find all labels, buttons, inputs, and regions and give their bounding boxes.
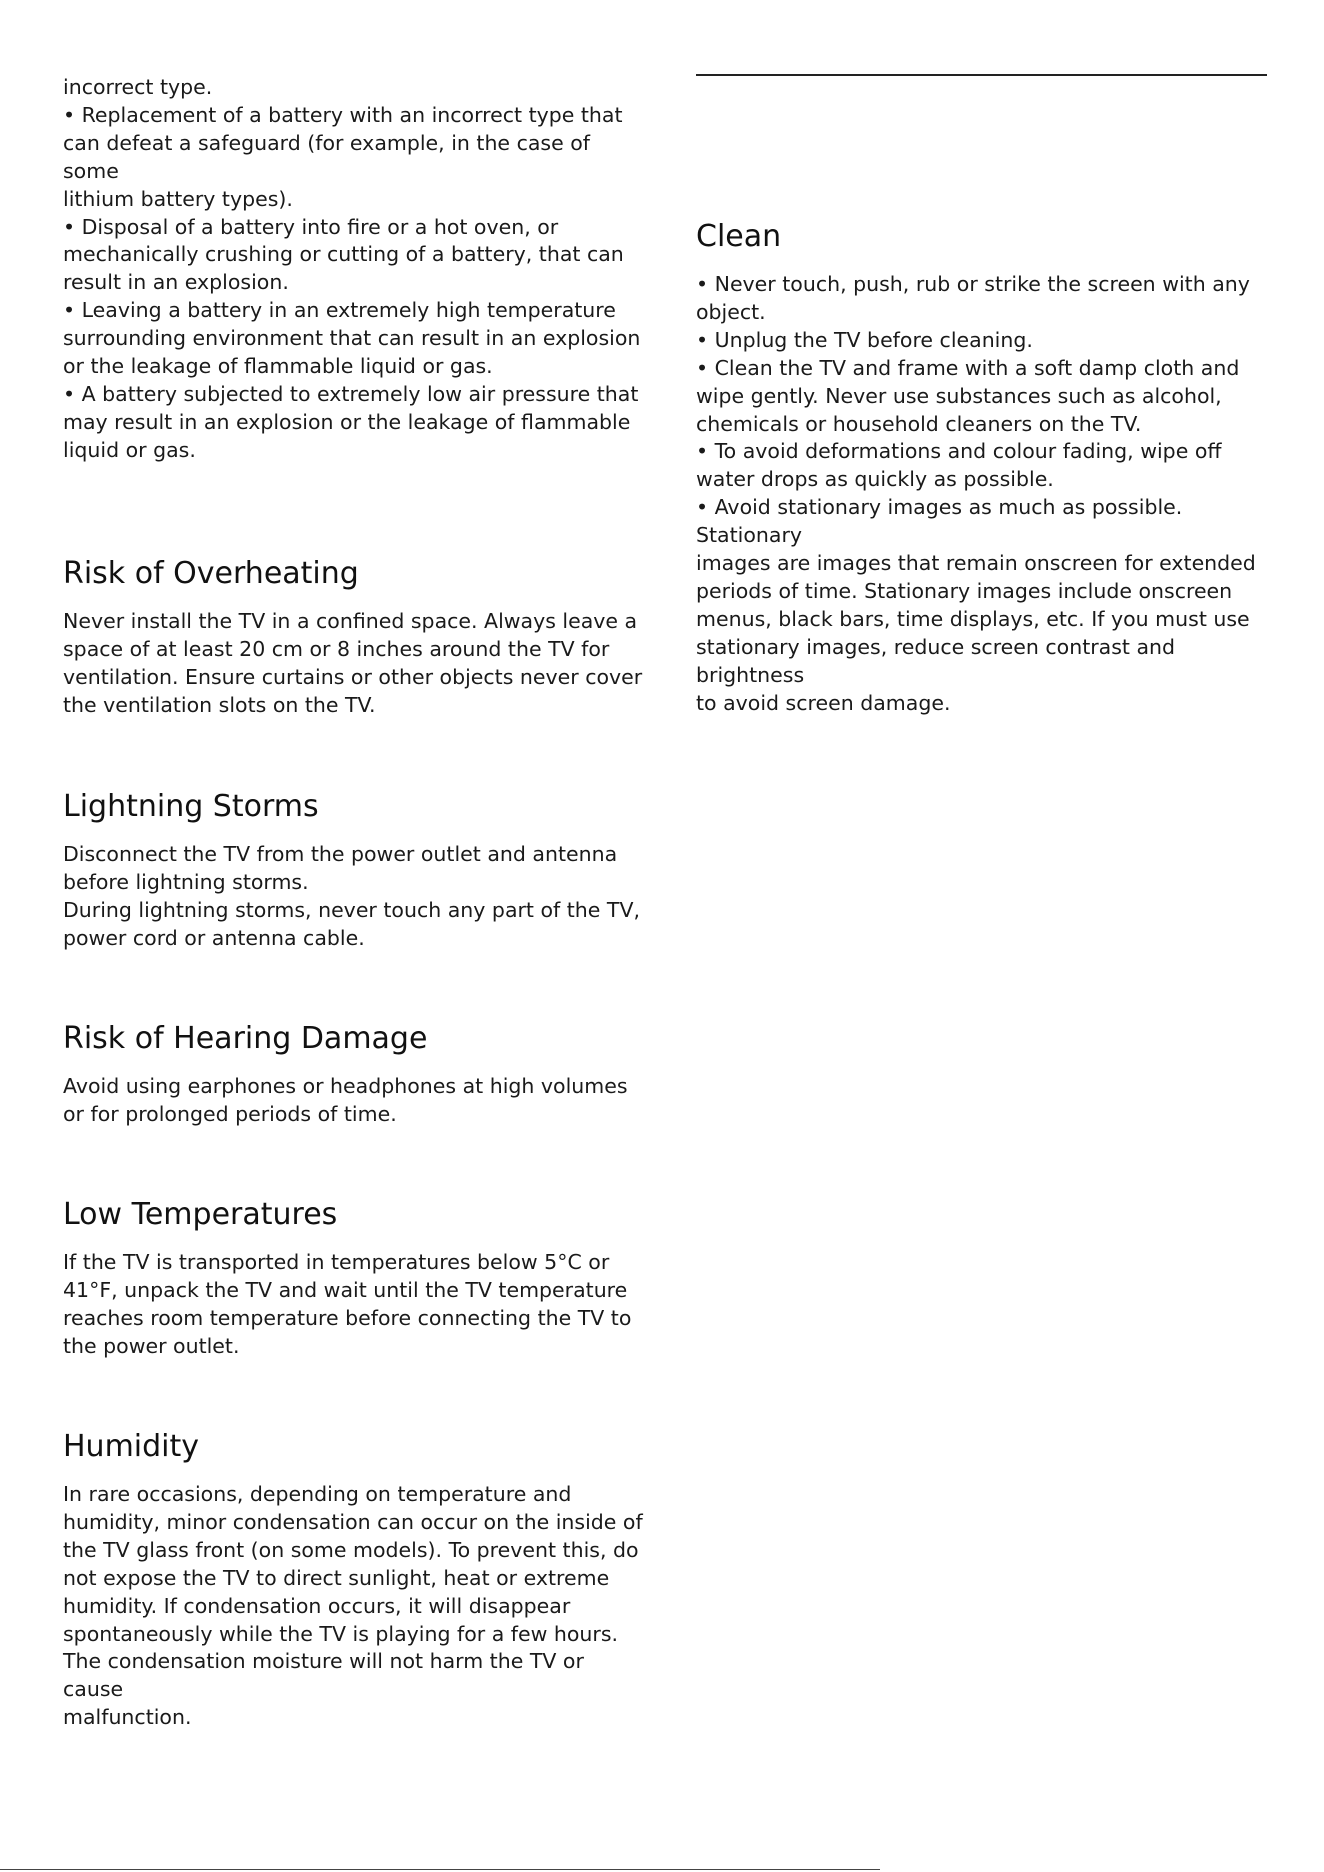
section-body-text: Disconnect the TV from the power outlet and antenna before lightning storms. During lightning storms, never touch any part of the TV, power cord or antenna cable. [63,842,640,950]
section-risk-of-hearing-damage [63,1021,643,1129]
top-divider-rule [696,74,1267,76]
section-body-text: • Never touch, push, rub or strike the screen with any object. • Unplug the TV before cleaning. • Clean the TV and frame with a soft damp cloth and wipe gently. Never use substances such as alcohol, chemicals or household cleaners on the TV. • To avoid deformations and colour fading, wipe off water drops as quickly as possible. • Avoid stationary images as much as possible. Stationary images are images that remain onscreen for extended periods of time. Stationary images include onscreen menus, black bars, time displays, etc. If you must use stationary images, reduce screen contrast and brightness to avoid screen damage. [696,272,1256,715]
section-heading: Lightning Storms [63,789,319,824]
section-risk-of-overheating [63,556,643,720]
bottom-divider-rule [0,1869,880,1870]
section-humidity [63,1429,643,1732]
battery-warning-continued-text: incorrect type. • Replacement of a battery with an incorrect type that can defeat a safeguard (for example, in the case of some lithium battery types). • Disposal of a battery into fire or a hot oven, or mechanically crushing or cutting of a battery, that can result in an explosion. • Leaving a battery in an extremely high temperature surrounding environment that can result in an explosion or the leakage of flammable liquid or gas. • A battery subjected to extremely low air pressure that may result in an explosion or the leakage of flammable liquid or gas. [63,75,641,462]
section-heading: Clean [696,219,782,254]
section-body-text: Avoid using earphones or headphones at high volumes or for prolonged periods of time. [63,1074,628,1126]
section-heading: Risk of Hearing Damage [63,1021,428,1056]
section-heading: Low Temperatures [63,1197,338,1232]
section-body-text: If the TV is transported in temperatures below 5°C or 41°F, unpack the TV and wait until the TV temperature reaches room temperature before connecting the TV to the power outlet. [63,1250,632,1358]
section-body-text: Never install the TV in a confined space. Always leave a space of at least 20 cm or 8 inches around the TV for ventilation. Ensure curtains or other objects never cover the ventilation slots on the TV. [63,609,643,717]
section-lightning-storms [63,789,643,953]
section-low-temperatures [63,1197,643,1361]
section-body-text: In rare occasions, depending on temperature and humidity, minor condensation can occur on the inside of the TV glass front (on some models). To prevent this, do not expose the TV to direct sunlight, heat or extreme humidity. If condensation occurs, it will disappear spontaneously while the TV is playing for a few hours. The condensation moisture will not harm the TV or cause malfunction. [63,1482,643,1730]
section-heading: Humidity [63,1429,200,1464]
section-heading: Risk of Overheating [63,556,359,591]
section-clean [696,219,1276,718]
